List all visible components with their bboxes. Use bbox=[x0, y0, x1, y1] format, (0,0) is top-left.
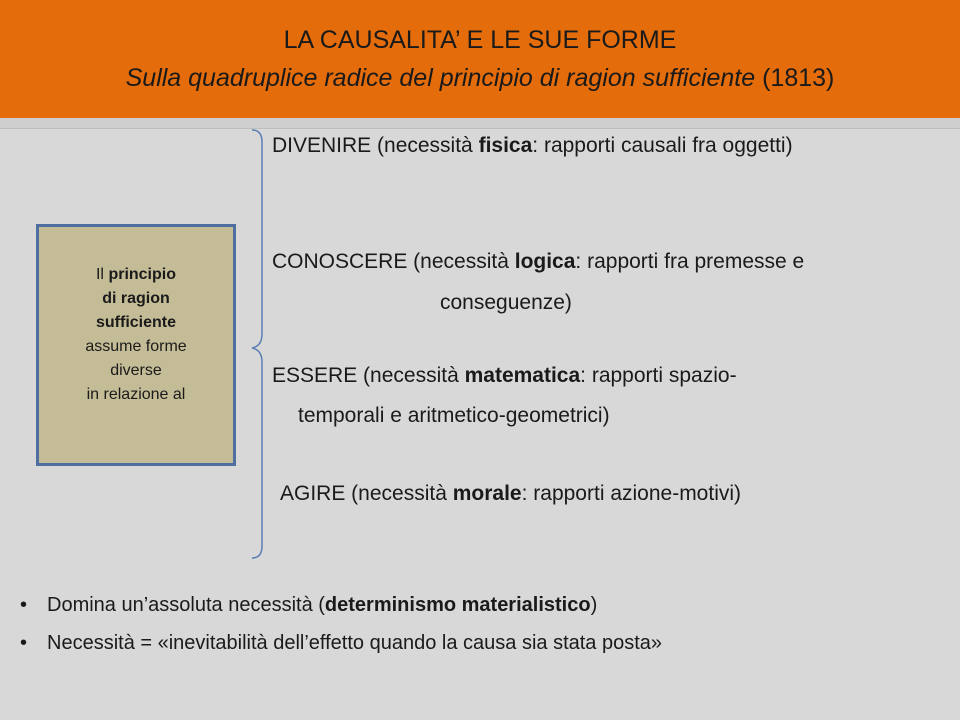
box-line-1 bbox=[39, 263, 233, 287]
box-line-3: sufficiente bbox=[95, 314, 176, 331]
bullet-1-bold: determinismo materialistico bbox=[324, 594, 591, 616]
bullet-dot-icon: • bbox=[20, 594, 28, 616]
box-line-5: diverse bbox=[110, 362, 162, 379]
bullet-text-2: Necessità = «inevitabilità dell’effetto quando la causa sia stata posta» bbox=[47, 632, 663, 654]
slide-title: LA CAUSALITA’ E LE SUE FORME bbox=[283, 26, 677, 54]
curly-brace bbox=[246, 128, 276, 562]
essere-bold: matematica bbox=[464, 364, 581, 387]
essere-detail: : rapporti spazio- bbox=[580, 364, 737, 387]
box-line-2: di ragion bbox=[102, 290, 170, 307]
subtitle-year: (1813) bbox=[755, 64, 835, 92]
agire-detail: : rapporti azione-motivi) bbox=[521, 482, 742, 505]
box-line-6: in relazione al bbox=[86, 386, 186, 403]
bullet-1-pre: Domina un’assoluta necessità ( bbox=[47, 594, 325, 616]
bullet-1-post: ) bbox=[590, 594, 598, 616]
conoscere-detail: : rapporti fra premesse e bbox=[575, 250, 805, 273]
bullet-dot-icon: • bbox=[20, 632, 28, 654]
divenire-bold: fisica bbox=[478, 134, 533, 157]
title-banner bbox=[0, 0, 960, 118]
bullet-text-1 bbox=[47, 594, 597, 617]
agire-text: AGIRE (necessità bbox=[280, 482, 453, 505]
item-essere-cont: temporali e aritmetico-geometrici) bbox=[298, 404, 610, 427]
box-line-4: assume forme bbox=[85, 338, 187, 355]
essere-text: ESSERE (necessità bbox=[272, 364, 465, 387]
header-shadow-strip bbox=[0, 118, 960, 129]
divenire-text: DIVENIRE (necessità bbox=[272, 134, 479, 157]
divenire-detail: : rapporti causali fra oggetti) bbox=[532, 134, 793, 157]
conoscere-bold: logica bbox=[514, 250, 576, 273]
curly-brace-path bbox=[252, 130, 262, 558]
item-divenire bbox=[272, 134, 793, 158]
principle-box bbox=[36, 224, 236, 466]
item-essere bbox=[272, 364, 737, 388]
subtitle-book-title: Sulla quadruplice radice del principio di ragion sufficiente bbox=[125, 64, 756, 92]
box-line-1-bold: principio bbox=[108, 266, 176, 283]
agire-bold: morale bbox=[452, 482, 522, 505]
item-conoscere-cont: conseguenze) bbox=[440, 291, 572, 314]
item-conoscere bbox=[272, 250, 804, 274]
conoscere-text: CONOSCERE (necessità bbox=[272, 250, 515, 273]
slide-subtitle bbox=[0, 64, 960, 93]
box-line-1-text: Il bbox=[95, 266, 109, 283]
item-agire bbox=[280, 482, 741, 506]
